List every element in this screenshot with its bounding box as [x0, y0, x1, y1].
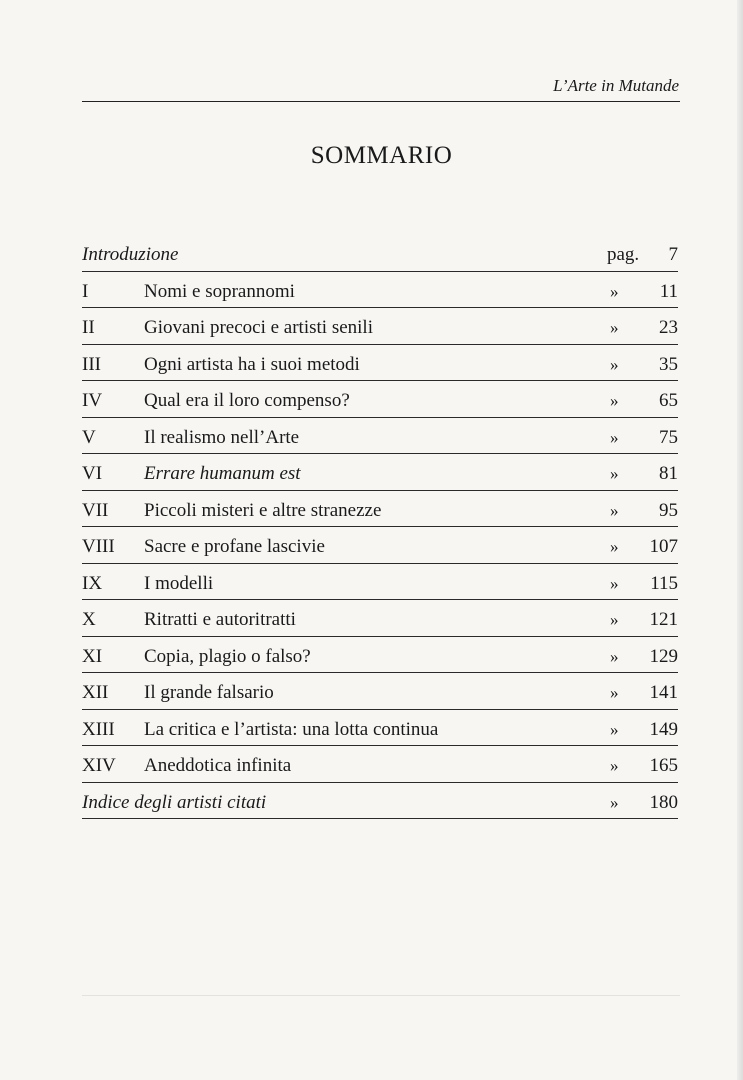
chapter-numeral: VII: [82, 499, 109, 521]
chapter-title: Errare humanum est: [144, 463, 301, 484]
page-number: 115: [650, 572, 678, 594]
page-marker: »: [610, 427, 619, 447]
page-title: SOMMARIO: [310, 142, 453, 169]
page-marker: »: [610, 756, 619, 775]
page-number: 11: [659, 280, 678, 302]
page-marker: »: [610, 610, 619, 629]
toc-entry: [82, 566, 678, 603]
row-rule: [82, 709, 678, 710]
page-number: 180: [649, 791, 678, 813]
page-marker: »: [610, 792, 619, 812]
chapter-title: Introduzione: [82, 244, 179, 265]
toc-entry: [82, 675, 678, 712]
toc-entry: [82, 310, 678, 347]
page-number: 81: [659, 463, 678, 484]
page-marker: »: [610, 281, 619, 301]
row-rule: [82, 271, 678, 272]
row-rule: [82, 636, 678, 637]
chapter-title: Qual era il loro compenso?: [144, 390, 350, 411]
toc-entry: [82, 383, 678, 420]
row-rule: [82, 782, 678, 783]
chapter-title: Ogni artista ha i suoi metodi: [144, 353, 360, 375]
chapter-numeral: X: [82, 609, 96, 630]
page-marker: »: [610, 537, 619, 556]
toc-entry: [82, 785, 678, 822]
chapter-title: Piccoli misteri e altre stranezze: [144, 499, 382, 521]
page-number: 35: [659, 353, 678, 375]
page-number: 121: [649, 609, 678, 630]
row-rule: [82, 417, 678, 418]
chapter-numeral: XIII: [82, 718, 115, 740]
chapter-title: Sacre e profane lascivie: [144, 536, 325, 557]
row-rule: [82, 526, 678, 527]
page-number: 107: [649, 536, 678, 557]
toc-entry: [82, 274, 678, 311]
toc-entry: [82, 420, 678, 457]
chapter-numeral: VI: [82, 463, 103, 484]
page-number: 7: [668, 244, 678, 265]
chapter-title: Il grande falsario: [144, 682, 274, 703]
row-rule: [82, 563, 678, 564]
chapter-numeral: XI: [82, 645, 103, 667]
footer-rule: [82, 995, 680, 996]
row-rule: [82, 745, 678, 746]
toc-entry: [82, 639, 678, 676]
toc-entry: [82, 712, 678, 749]
chapter-numeral: II: [82, 317, 95, 338]
chapter-title: La critica e l’artista: una lotta continua: [144, 718, 439, 740]
row-rule: [82, 599, 678, 600]
page-number: 141: [649, 682, 678, 703]
row-rule: [82, 380, 678, 381]
row-rule: [82, 453, 678, 454]
chapter-numeral: IV: [82, 390, 103, 411]
chapter-numeral: VIII: [82, 536, 115, 557]
chapter-title: Ritratti e autoritratti: [144, 609, 296, 630]
row-rule: [82, 490, 678, 491]
chapter-title: Nomi e soprannomi: [144, 280, 295, 302]
page-marker: »: [610, 573, 619, 593]
chapter-numeral: XIV: [82, 755, 116, 776]
row-rule: [82, 344, 678, 345]
chapter-numeral: I: [82, 280, 89, 302]
page-number: 23: [659, 317, 678, 338]
toc-entry: [82, 529, 678, 566]
chapter-numeral: IX: [82, 572, 103, 594]
page-marker: »: [610, 500, 619, 520]
toc-entry: [82, 748, 678, 785]
page-number: 149: [649, 718, 678, 740]
page-number: 129: [649, 645, 678, 667]
chapter-numeral: V: [82, 426, 96, 448]
chapter-title: Giovani precoci e artisti senili: [144, 317, 373, 338]
row-rule: [82, 672, 678, 673]
toc-entry: [82, 602, 678, 639]
table-of-contents: [82, 237, 678, 821]
page-number: 95: [659, 499, 678, 521]
chapter-numeral: XII: [82, 682, 109, 703]
page-marker: »: [610, 318, 619, 337]
toc-entry: [82, 237, 678, 274]
page-marker: »: [610, 646, 619, 666]
chapter-title: Aneddotica infinita: [144, 755, 292, 776]
page-marker: »: [610, 719, 619, 739]
page-marker: »: [610, 354, 619, 374]
chapter-title: Il realismo nell’Arte: [144, 426, 300, 448]
page-number: 75: [659, 426, 678, 448]
page-marker: »: [610, 391, 619, 410]
page-marker: »: [610, 683, 619, 702]
chapter-numeral: III: [82, 353, 101, 375]
row-rule: [82, 818, 678, 819]
page-marker: pag.: [607, 244, 640, 265]
toc-entry: [82, 456, 678, 493]
toc-entry: [82, 347, 678, 384]
chapter-title: I modelli: [144, 572, 214, 594]
chapter-title: Copia, plagio o falso?: [144, 645, 311, 667]
page-marker: »: [610, 464, 619, 483]
row-rule: [82, 307, 678, 308]
header-rule: [82, 101, 680, 102]
running-header: L’Arte in Mutande: [553, 76, 679, 95]
chapter-title: Indice degli artisti citati: [82, 791, 267, 813]
page-number: 165: [649, 755, 678, 776]
page-number: 65: [659, 390, 678, 411]
toc-entry: [82, 493, 678, 530]
